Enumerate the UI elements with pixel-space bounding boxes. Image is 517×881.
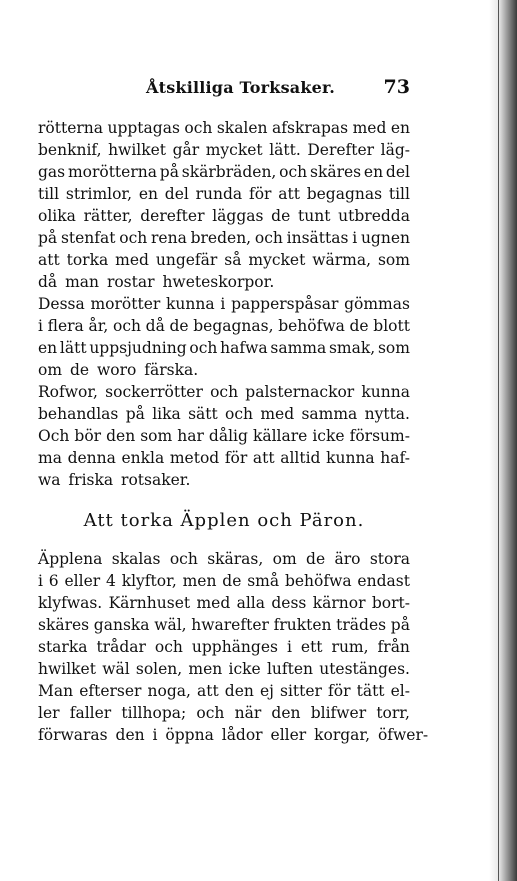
text-line: klyfwas. Kärnhuset med alla dess kärnor bort- xyxy=(38,594,410,612)
text-line: olika rätter, derefter läggas de tunt utbredda xyxy=(38,207,410,225)
body-text-bottom xyxy=(38,548,429,746)
text-line: behandlas på lika sätt och med samma nytta. xyxy=(38,405,410,423)
text-line: Och bör den som har dålig källare icke försum- xyxy=(38,427,410,445)
text-line: till strimlor, en del runda för att begagnas till xyxy=(38,185,410,203)
text-line: i 6 eller 4 klyftor, men de små behöfwa endast xyxy=(38,572,410,590)
text-line: Rofwor, sockerrötter och palsternackor kunna xyxy=(38,383,410,401)
text-line: hwilket wäl solen, men icke luften utestänges. xyxy=(38,660,410,678)
body-text-top xyxy=(38,117,410,491)
text-line: då man rostar hweteskorpor. xyxy=(38,273,275,291)
text-line: benknif, hwilket går mycket lätt. Derefter läg- xyxy=(38,141,410,159)
text-line: wa friska rotsaker. xyxy=(38,471,191,489)
text-line: gas morötterna på skärbräden, och skäres en del xyxy=(38,163,410,181)
text-line: förwaras den i öppna lådor eller korgar, öfwer- xyxy=(38,726,429,744)
text-line: Äpplena skalas och skäras, om de äro stora xyxy=(38,550,410,568)
text-line: en lätt uppsjudning och hafwa samma smak, som xyxy=(38,339,410,357)
text-line: att torka med ungefär så mycket wärma, som xyxy=(38,251,410,269)
page-number: 73 xyxy=(383,76,410,98)
running-head: Åtskilliga Torksaker. xyxy=(146,78,335,97)
text-line: ma denna enkla metod för att alltid kunna haf- xyxy=(38,449,410,467)
text-line: skäres ganska wäl, hwarefter frukten trädes på xyxy=(38,616,410,634)
text-line: rötterna upptagas och skalen afskrapas med en xyxy=(38,119,410,137)
text-line: Man efterser noga, att den ej sitter för tätt el- xyxy=(38,682,410,700)
binding-edge-line xyxy=(498,0,499,881)
page-edge-shadow xyxy=(489,0,517,881)
text-line: starka trådar och upphänges i ett rum, från xyxy=(38,638,410,656)
text-line: ler faller tillhopa; och när den blifwer torr, xyxy=(38,704,410,722)
text-line: Dessa morötter kunna i papperspåsar gömmas xyxy=(38,295,410,313)
page-header xyxy=(38,78,410,102)
text-line: om de woro färska. xyxy=(38,361,199,379)
text-line: på stenfat och rena breden, och insättas i ugnen xyxy=(38,229,410,247)
text-line: i flera år, och då de begagnas, behöfwa de blott xyxy=(38,317,410,335)
section-title: Att torka Äpplen och Päron. xyxy=(83,510,365,531)
